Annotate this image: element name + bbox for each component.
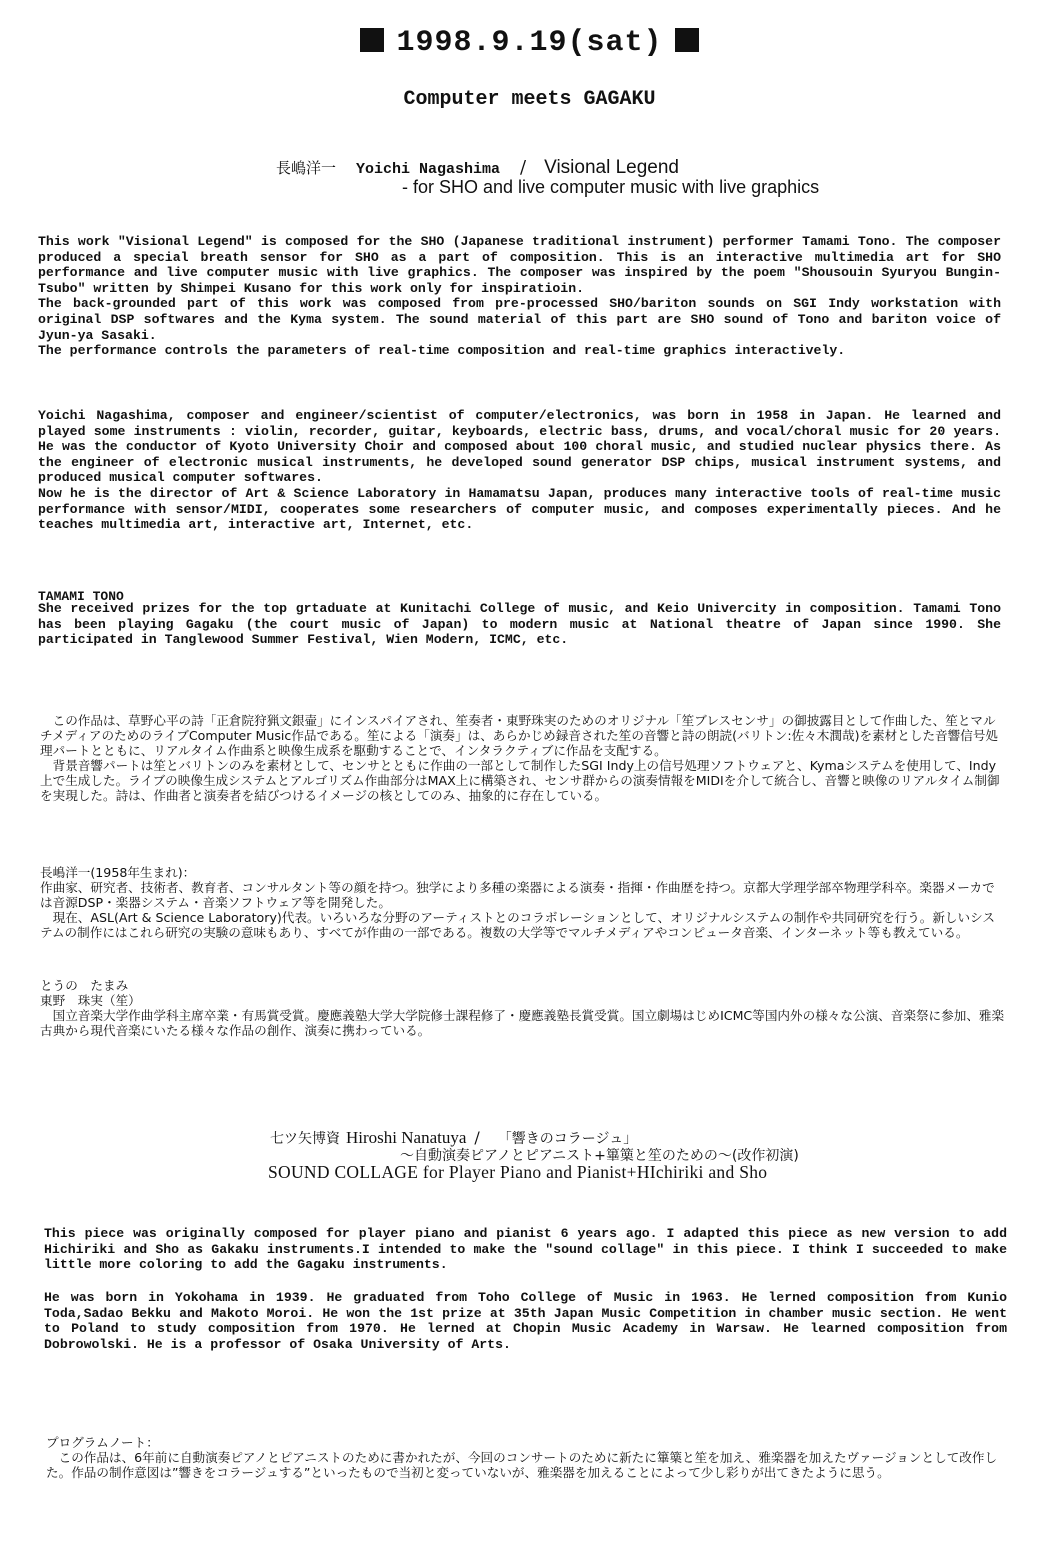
paragraph: この作品は、草野心平の詩「正倉院狩猟文銀壷」にインスパイアされ、笙奏者・東野珠実のためのオリジナル「笙ブレスセンサ」の御披露目として作曲した、笙とマルチメディアのためのライブComputer Music作品である。笙による「演奏」は、あらかじめ録音された笙の音響と詩の朗読(バリトン:佐々木潤哉)を素材とした音響信号処理パートとともに、リアルタイム作曲系と映像生成系を駆動することで、インタラクティブに作品を支配する。 [40,713,999,758]
paragraph: The performance controls the parameters of real-time composition and real-time graphics interactively. [38,343,846,359]
piece2-subtitle-jp: ～自動演奏ピアノとピアニスト+篳篥と笙のための～(改作初演) [400,1148,799,1164]
piece1-credit [276,157,679,179]
piece1-composer-bio [38,408,1001,533]
piece2-composer-en: Hiroshi Nanatuya [346,1128,467,1147]
paragraph: The back-grounded part of this work was composed from pre-processed SHO/bariton sounds on SGI Indy workstation with original DSP softwares and the Kyma system. The sound material of this part are SHO sound of Tono and bariton voice of Jyun-ya Sasaki. [38,296,1001,343]
event-title: Computer meets GAGAKU [403,88,656,111]
paragraph: She received prizes for the top grtaduate at Kunitachi College of music, and Keio Univercity in composition. Tamami Tono has been playing Gagaku (the court music of Japan) to modern music at National theatre of Japan since 1990. She participated in Tanglewood Summer Festival, Wien Modern, ICMC, etc. [38,601,1001,648]
piece2-title-jp: 「響きのコラージュ」 [497,1131,638,1147]
black-square-icon [675,28,699,52]
jp-performer-name: 東野 珠実（笙） [40,993,141,1008]
black-square-icon [360,28,384,52]
piece1-japanese-performer-bio [40,978,1005,1038]
jp-composer-heading: 長嶋洋一(1958年生まれ)： [40,865,196,880]
piece2-composer-jp: 七ツ矢博資 [270,1131,340,1147]
piece2-program-note [46,1435,1011,1480]
program-note-heading: プログラムノート： [46,1435,159,1450]
piece2-composer-bio [44,1290,1007,1352]
piece1-composer-jp: 長嶋洋一 [276,159,337,177]
piece1-english-description [38,234,1001,359]
paragraph: Now he is the director of Art & Science Laboratory in Hamamatsu Japan, produces many interactive tools of real-time music performance with sensor/MIDI, cooperates some researchers of computer music, and composes experimentally pieces. And he teaches multimedia art, interactive art, Internet, etc. [38,485,1001,533]
paragraph: 国立音楽大学作曲学科主席卒業・有馬賞受賞。慶應義塾大学大学院修士課程修了・慶應義塾長賞受賞。国立劇場はじめICMC等国内外の様々な公演、音楽祭に参加、雅楽古典から現代音楽にいたる様々な作品の創作、演奏に携わっている。 [40,1008,1005,1038]
paragraph: 現在、ASL(Art & Science Laboratory)代表。いろいろな分野のアーティストとのコラボレーションとして、オリジナルシステムの制作や共同研究を行う。新しいシステムの制作にはこれら研究の実験の意味もあり、すべてが作曲の一部である。複数の大学等でマルチメディアやコンピュータ音楽、インターネット等も教えている。 [40,910,995,940]
piece1-composer-en: Yoichi Nagashima [356,161,501,178]
paragraph: This piece was originally composed for player piano and pianist 6 years ago. I adapted this piece as new version to add Hichiriki and Sho as Gakaku instruments.I intended to make the "sound collage" in this piece. I think I succeeded to make little more coloring to add the Gagaku instruments. [44,1226,1007,1273]
performer-bio [38,601,1001,648]
paragraph: この作品は、6年前に自動演奏ピアノとピアニストのために書かれたが、今回のコンサートのために新たに篳篥と笙を加え、雅楽器を加えたヴァージョンとして改作した。作品の制作意図は”響きをコラージュする”といったもので当初と変っていないが、雅楽器を加えることによって少し彩りが出てきたように思う。 [46,1450,998,1480]
paragraph: Yoichi Nagashima, composer and engineer/scientist of computer/electronics, was born in 1958 in Japan. He learned and played some instruments : violin, recorder, guitar, keyboards, electric bass, drums, and vocal/choral music for 20 years. He was the conductor of Kyoto University Choir and composed about 100 choral music, and studied nuclear physics there. As the engineer of electronic musical instruments, he developed sound generator DSP chips, musical instrument systems, and produced musical computer softwares. [38,408,1001,486]
piece2-subtitle-en: SOUND COLLAGE for Player Piano and Pianist+HIchiriki and Sho [268,1162,768,1182]
piece1-japanese-composer-bio [40,865,1005,940]
paragraph: 作曲家、研究者、技術者、教育者、コンサルタント等の顔を持つ。独学により多種の楽器による演奏・指揮・作曲歴を持つ。京都大学理学部卒物理学科卒。楽器メーカでは音源DSP・楽器システム・音楽ソフトウェア等を開発した。 [40,880,995,910]
concert-date: 1998.9.19(sat) [396,26,663,60]
paragraph: 背景音響パートは笙とバリトンのみを素材として、センサとともに作曲の一部として制作したSGI Indy上の信号処理ソフトウェアと、Kymaシステムを使用して、Indy上で生成した。ライブの映像生成システムとアルゴリズム作曲部分はMAX上に構築され、センサ群からの演奏情報をMIDIを介して統合し、音響と映像のリアルタイム制御を実現した。詩は、作曲者と演奏者を結びつけるイメージの核としてのみ、抽象的に存在している。 [40,758,1000,803]
piece1-title: Visional Legend [544,157,679,178]
paragraph: This work "Visional Legend" is composed for the SHO (Japanese traditional instrument) performer Tamami Tono. The composer produced a special breath sensor for SHO as a part of composition. This is an interactive multimedia art for SHO performance and live computer music with live graphics. The composer was inspired by the poem "Shousouin Syuryou Bungin-Tsubo" written by Shimpei Kusano for this work only for inspiratioin. [38,234,1001,296]
concert-date-banner [0,26,1059,60]
piece2-separator: / [474,1128,480,1147]
piece1-subtitle: - for SHO and live computer music with live graphics [402,177,820,197]
performer-heading: TAMAMI TONO [38,589,124,604]
piece1-japanese-description [40,713,1005,803]
piece2-english-description [44,1226,1007,1273]
piece1-separator: / [520,157,527,178]
paragraph: He was born in Yokohama in 1939. He graduated from Toho College of Music in 1963. He lerned composition from Kunio Toda,Sadao Bekku and Makoto Moroi. He won the 1st prize at 35th Japan Music Competition in chamber music section. He went to Poland to study composition from 1970. He lerned at Chopin Music Academy in Warsaw. He learned composition from Dobrowolski. He is a professor of Osaka University of Arts. [44,1290,1007,1352]
jp-performer-reading: とうの たまみ [40,978,129,993]
